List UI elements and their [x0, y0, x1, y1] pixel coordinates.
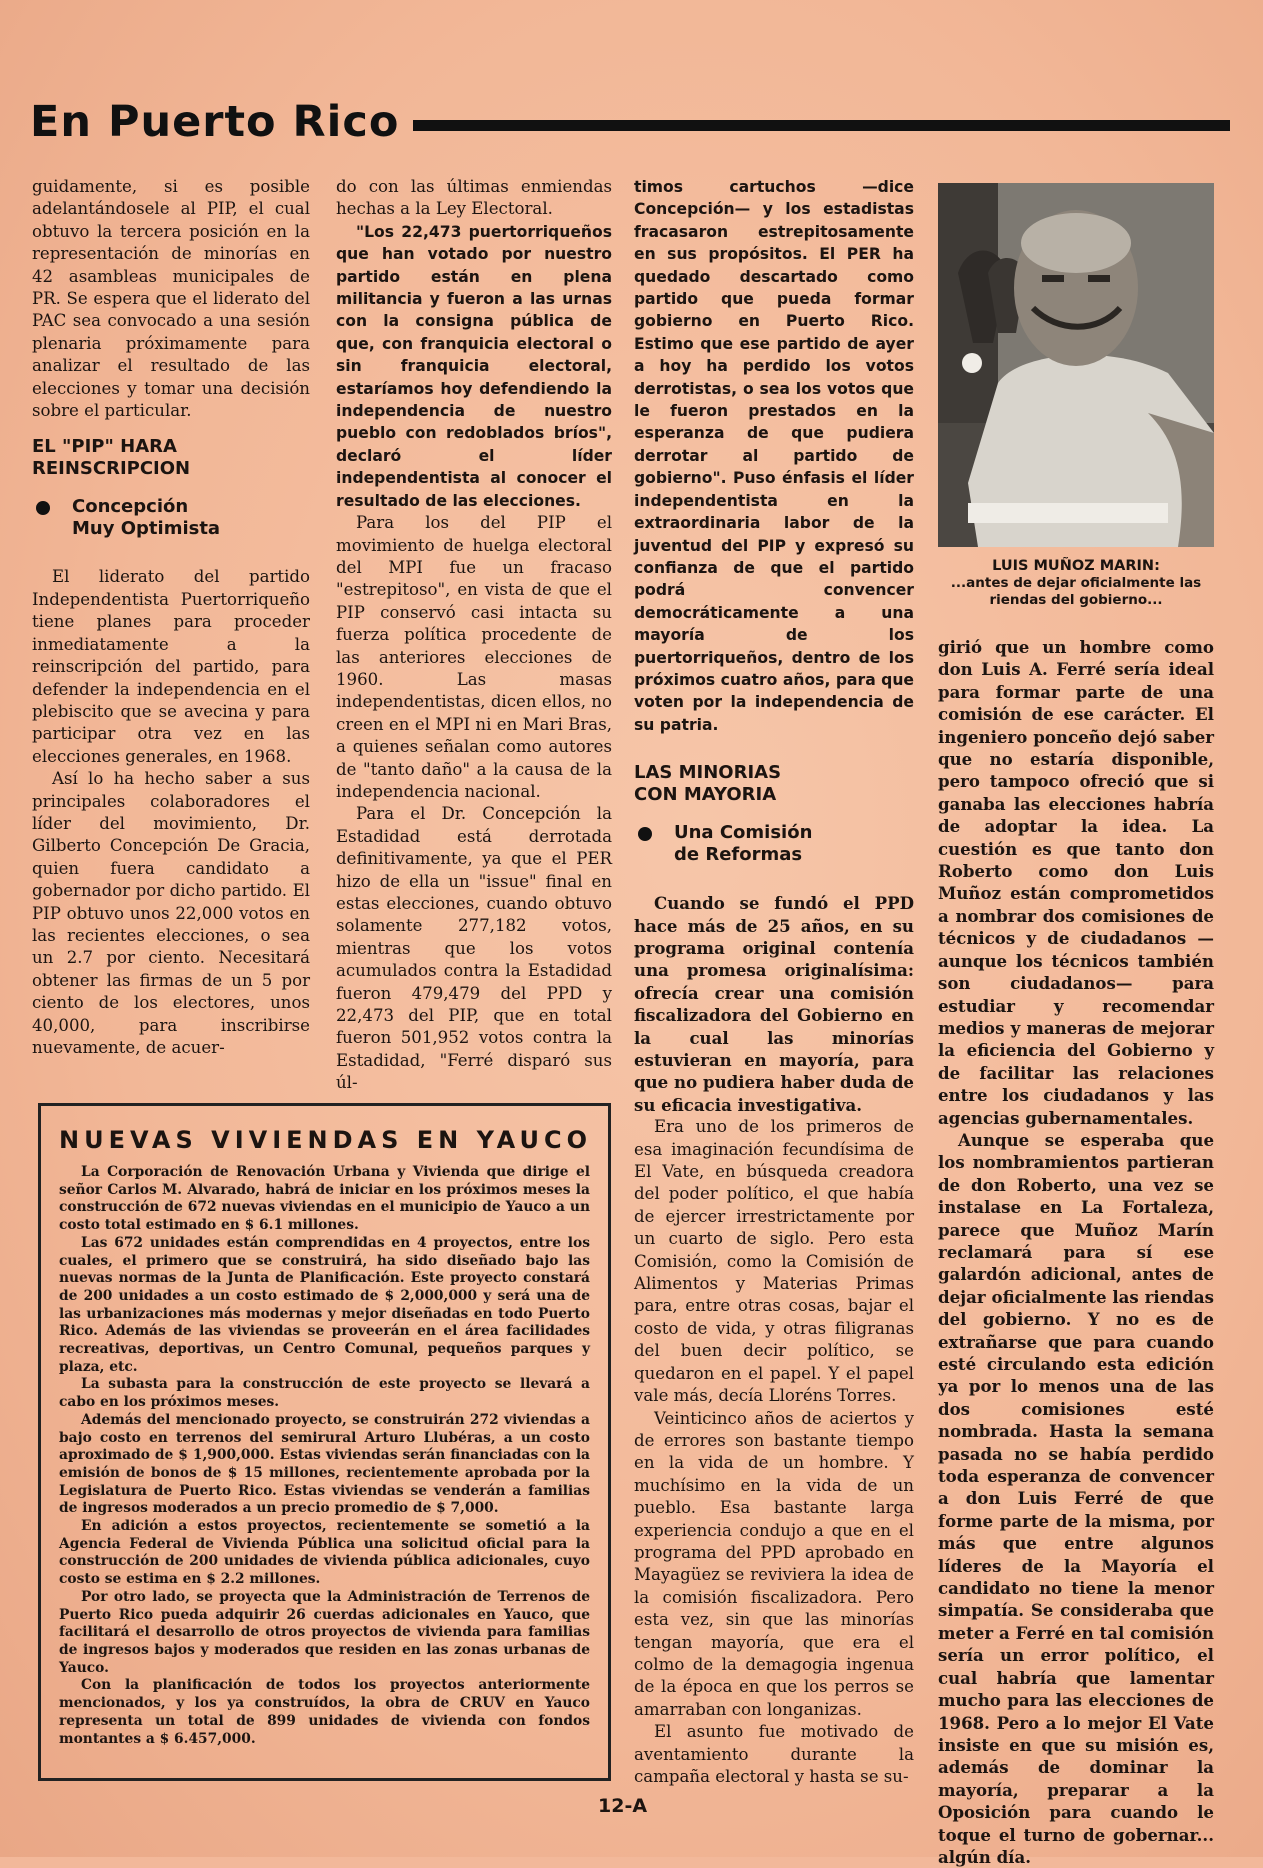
subheading-line: REINSCRIPCION	[32, 458, 191, 480]
box-paragraph: La subasta para la construcción de este proyecto se llevará a cabo en los próximos meses.	[59, 1376, 590, 1411]
paragraph: timos cartuchos —dice Concepción— y los estadistas fracasaron estrepitosamente en sus propósitos. El PER ha quedado descartado como partido que pueda formar gobierno en Puerto Rico. Estimo que ese partido de ayer a hoy ha perdido los votos derrotistas, o sea los votos que le fueron prestados en la esperanza de que pudiera derrotar al partido de gobierno". Puso énfasis el líder independentista en la extraordinaria labor de la juventud del PIP y expresó su confianza de que el partido podrá convencer democráticamente a una mayoría de los puertorriqueños, dentro de los próximos cuatro años, para que voten por la independencia de su patria.	[634, 178, 914, 734]
box-paragraph: Con la planificación de todos los proyectos anteriormente mencionados, y los ya construídos, la obra de CRUV en Yauco representa un total de 899 unidades de vivienda con fondos montantes a $ 6.457,000.	[59, 1677, 590, 1747]
box-paragraph: Las 672 unidades están comprendidas en 4 proyectos, entre los cuales, el primero que se construirá, ha sido diseñado bajo las nuevas normas de la Junta de Planificación. Este proyecto constará de 200 unidades a un costo estimado de $ 2,000,000 y será una de las urbanizaciones más modernas y mejor diseñadas en todo Puerto Rico. Además de las viviendas se proveerán en el área facilidades recreativas, deportivas, un Centro Comunal, pequeños parques y plaza, etc.	[59, 1234, 590, 1375]
paragraph: Era uno de los primeros de esa imaginación fecundísima de El Vate, en búsqueda creadora del poder político, el que había de ejercer irrestrictamente por un cuarto de siglo. Pero esta Comisión, como la Comisión de Alimentos y Materias Primas para, entre otras cosas, bajar el costo de vida, y otras filigranas del buen decir político, se quedaron en el papel. Y el papel vale más, decía Lloréns Torres.	[634, 1117, 914, 1406]
subheading	[32, 436, 310, 480]
section-title: En Puerto Rico	[30, 97, 400, 147]
paragraph: Así lo ha hecho saber a sus principales colaboradores el líder del movimiento, Dr. Gilberto Concepción De Gracia, quien fuera candidato a gobernador por dicho partido. El PIP obtuvo unos 22,000 votos en las recientes elecciones, o sea un 2.7 por ciento. Necesitará obtener las firmas de un 5 por ciento de los electores, unos 40,000, para inscribirse nuevamente, de acuer-	[32, 769, 310, 1057]
box-paragraph: Además del mencionado proyecto, se construirán 272 viviendas a bajo costo en terrenos del semirural Arturo Llubéras, a un costo aproximado de $ 1,900,000. Estas viviendas serán financiadas con la emisión de bonos de $ 15 millones, recientemente aprobada por la Legislatura de Puerto Rico. Estas viviendas se venderán a familias de ingresos moderados a un precio promedio de $ 7,000.	[59, 1411, 590, 1517]
paragraph: Cuando se fundó el PPD hace más de 25 años, en su programa original contenía una promesa originalísima: ofrecía crear una comisión fiscalizadora del Gobierno en la cual las minorías estuvieran en mayoría, para que no pudiera haber duda de su eficacia investigativa.	[634, 893, 914, 1115]
box-paragraph: La Corporación de Renovación Urbana y Vivienda que dirige el señor Carlos M. Alvarado, habrá de iniciar en los próximos meses la construcción de 672 nuevas viviendas en el municipio de Yauco a un costo total estimado en $ 6.1 millones.	[59, 1164, 590, 1234]
column-4	[938, 636, 1214, 1868]
paragraph: El liderato del partido Independentista Puertorriqueño tiene planes para proceder inmediatamente a la reinscripción del partido, para defender la independencia en el plebiscito que se avecina y para participar otra vez en las elecciones generales, en 1968.	[32, 567, 310, 766]
paragraph: Aunque se esperaba que los nombramientos partieran de don Roberto, una vez se instalase en La Fortaleza, parece que Muñoz Marín reclamará para sí ese galardón adicional, antes de dejar oficialmente las riendas del gobierno. Y no es de extrañarse que para cuando esté circulando esta edición ya por lo menos una de las dos comisiones esté nombrada. Hasta la semana pasada no se había perdido toda esperanza de convencer a don Luis Ferré de que forme parte de la misma, por más que entre algunos líderes de la Mayoría el candidato no tiene la menor simpatía. Se consideraba que meter a Ferré en tal comisión sería un error político, el cual habría que lamentar mucho para las elecciones de 1968. Pero a lo mejor El Vate insiste en que su misión es, además de dominar la mayoría, preparar a la Oposición para cuando le toque el turno de gobernar... algún día.	[938, 1129, 1214, 1867]
paragraph: Veinticinco años de aciertos y de errores son bastante tiempo en la vida de un hombre. Y muchísimo en la vida de un pueblo. Esa bastante larga experiencia condujo a que en el programa del PPD aprobado en Mayagüez se reviviera la idea de la comisión fiscalizadora. Pero esta vez, sin que las minorías tengan mayoría, que era el colmo de la demagogia ingenua de la época en que los perros se amarraban con longanizas.	[634, 1408, 914, 1719]
quote-paragraph: "Los 22,473 puertorriqueños que han votado por nuestro partido están en plena militancia y fueron a las urnas con la consigna pública de que, con franquicia electoral o sin franquicia electoral, estaríamos hoy defendiendo la independencia de nuestro pueblo con redoblados bríos", declaró el líder independentista al conocer el resultado de las elecciones.	[336, 222, 612, 510]
box-body	[59, 1164, 590, 1748]
caption-name: LUIS MUÑOZ MARIN:	[992, 558, 1160, 574]
box-paragraph: En adición a estos proyectos, recientemente se sometió a la Agencia Federal de Vivienda Pública una solicitud oficial para la construcción de 200 unidades de vivienda pública adicionales, cuyo costo se estima en $ 2.2 millones.	[59, 1518, 590, 1588]
paragraph: guidamente, si es posible adelantándosele al PIP, el cual obtuvo la tercera posición en la representación de minorías en 42 asambleas municipales de PR. Se espera que el liderato del PAC sea convocado a una sesión plenaria próximamente para analizar el resultado de las elecciones y tomar una decisión sobre el particular.	[32, 177, 310, 421]
section-header	[30, 92, 1230, 152]
kicker-line: de Reformas	[674, 844, 803, 866]
paragraph: girió que un hombre como don Luis A. Ferré sería ideal para formar parte de una comisión de ese carácter. El ingeniero ponceño dejó saber que no estaría disponible, pero tampoco ofreció que si ganaba las elecciones habría de adoptar la idea. La cuestión es que tanto don Roberto como don Luis Muñoz están comprometidos a nombrar dos comisiones de técnicos y de ciudadanos —aunque los técnicos también son ciudadanos— para estudiar y recomendar medios y maneras de mejorar la eficiencia del Gobierno y de facilitar las relaciones entre los ciudadanos y las agencias gubernamentales.	[938, 637, 1214, 1128]
paragraph: Para el Dr. Concepción la Estadidad está derrotada definitivamente, ya que el PER hizo de ella un "issue" final en estas elecciones, cuando obtuvo solamente 277,182 votos, mientras que los votos acumulados contra la Estadidad fueron 479,479 del PPD y 22,473 del PIP, que en total fueron 501,952 votos contra la Estadidad, "Ferré disparó sus úl-	[336, 804, 612, 1093]
photo-caption	[935, 558, 1217, 609]
bullet-icon	[36, 501, 50, 515]
paragraph: El asunto fue motivado de aventamiento durante la campaña electoral y hasta se su-	[634, 1722, 914, 1786]
kicker-line: Una Comisión	[674, 822, 813, 844]
paragraph: Para los del PIP el movimiento de huelga electoral del MPI fue un fracaso "estrepitoso", en vista de que el PIP conservó casi intacta su fuerza política procedente de las anteriores elecciones de 1960. Las masas independentistas, dicen ellos, no creen en el MPI ni en Mari Bras, a quienes señalan como autores de "tanto daño" a la causa de la independencia nacional.	[336, 513, 612, 801]
kicker	[32, 496, 310, 540]
column-2	[336, 176, 612, 1095]
kicker-line: Concepción	[72, 496, 189, 518]
kicker	[634, 822, 914, 866]
portrait-photo	[938, 183, 1214, 547]
subheading	[634, 762, 914, 806]
box-paragraph: Por otro lado, se proyecta que la Administración de Terrenos de Puerto Rico pueda adquirir 26 cuerdas adicionales en Yauco, que facilitará el desarrollo de otros proyectos de vivienda para familias de ingresos bajos y moderados que residen en las zonas urbanas de Yauco.	[59, 1588, 590, 1676]
kicker-line: Muy Optimista	[72, 518, 221, 540]
page-number: 12-A	[598, 1795, 648, 1817]
boxed-article	[38, 1103, 611, 1781]
column-1	[32, 176, 310, 1059]
paragraph: do con las últimas enmiendas hechas a la Ley Electoral.	[336, 177, 612, 219]
subheading-line: LAS MINORIAS	[634, 762, 782, 784]
subheading-line: CON MAYORIA	[634, 784, 777, 806]
header-rule	[413, 120, 1230, 131]
caption-text: ...antes de dejar oficialmente las riendas del gobierno...	[950, 575, 1202, 608]
subheading-line: EL "PIP" HARA	[32, 436, 177, 458]
box-title: NUEVAS VIVIENDAS EN YAUCO	[59, 1126, 593, 1154]
column-3	[634, 176, 914, 1788]
bullet-icon	[638, 827, 652, 841]
